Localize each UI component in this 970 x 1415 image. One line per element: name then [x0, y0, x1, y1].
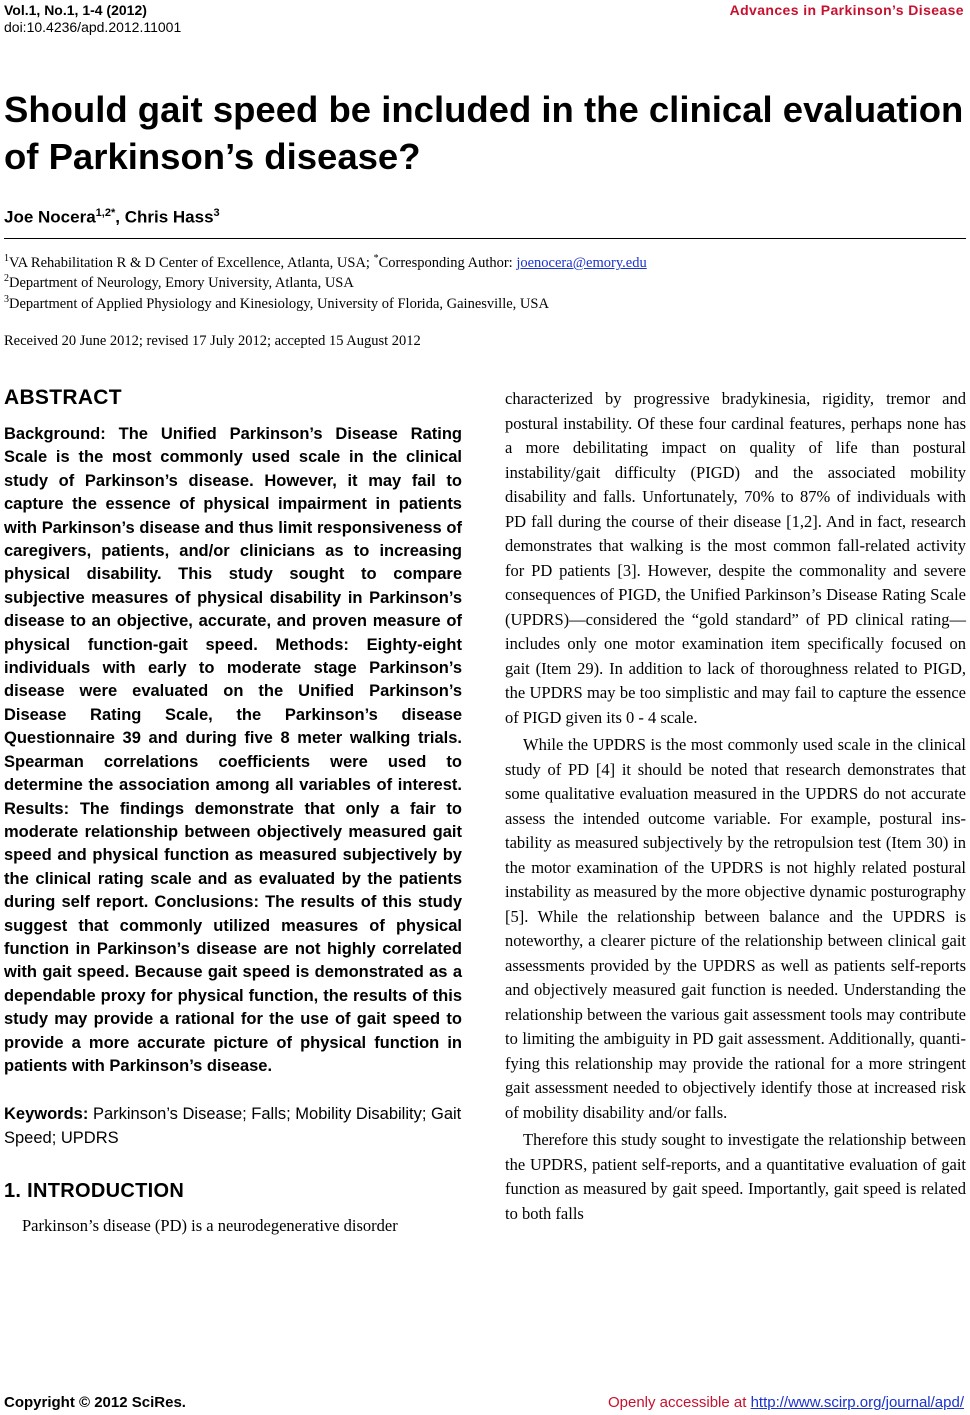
corresponding-mark: *: [373, 253, 379, 264]
author-name: Chris Hass: [124, 207, 214, 227]
abstract-body: Background: The Unified Parkinson’s Disease Rating Scale is the most commonly used scale in the clinical study of Parkinson’s disease. However, it may fail to capture the essence of physical impairment in patients with Parkinson’s disease and thus limit responsiveness of caregivers, patients, and/or clinicians as to increasing physical disability. This study sought to compare subjective measures of physical disability in Parkinson’s disease to an objective, accurate, and proven measure of physical function-gait speed. Methods: Eighty-eight individuals with early to moderate stage Parkinson’s disease were evaluated on the Unified Parkinson’s Disease Rating Scale, the Parkinson’s disease Questionnaire 39 and during five 8 meter walking trials. Spearman correlations coefficients were used to determine the association among all variables of interest. Results: The findings demonstrate that only a fair to moderate relationship between objectively measured gait speed and physical function as measured subjectively by the clinical rating scale and as evaluated by the patients during self report. Conclusions: The results of this study suggest that commonly utilized measures of physical function in Parkinson’s disease are not highly correlated with gait speed. Because gait speed is demonstrated as a dependable proxy for physical function, the results of this study may provide a rational for the use of gait speed to provide a more accurate picture of physical function in patients with Parkinson’s disease.: [4, 425, 462, 1075]
title-divider: [4, 238, 966, 239]
affiliation-mark: 3: [4, 294, 9, 305]
affiliation-2: [4, 270, 354, 292]
journal-name: Advances in Parkinson’s Disease: [729, 2, 964, 18]
affiliation-text: Department of Applied Physiology and Kinesiology, University of Florida, Gainesville, USA: [9, 295, 549, 312]
affiliation-mark: 2: [4, 273, 9, 284]
open-access-notice: [608, 1394, 964, 1411]
keywords: [4, 1103, 462, 1150]
corresponding-email-link[interactable]: joenocera@emory.edu: [516, 254, 647, 271]
corresponding-label: Corresponding Author:: [378, 254, 517, 271]
introduction-heading: 1. INTRODUCTION: [4, 1180, 185, 1203]
affiliation-3: [4, 291, 549, 313]
keywords-text: Parkinson’s Disease; Falls; Mobility Disability; Gait Speed; UPDRS: [4, 1105, 462, 1147]
body-paragraph: While the UPDRS is the most commonly used scale in the clinical study of PD [4] it should be noted that research demonstrates that some qualitative evaluation measured in the UPDRS do not accurate assess the intended outcome variable. For example, postural instability as measured subjectively by the retropulsion test (Item 30) in the motor examination of the UPDRS is not highly related postural instability as measured by the more objective dynamic posturography [5]. While the relationship between balance and the UPDRS is noteworthy, a clearer picture of the relationship between clinical gait assessments provided by the UPDRS as well as patients self-reports and objectively measured gait function is needed. Understanding the relationship between the various gait assessment tools may contribute to limiting the ambiguity in PD gait assessment. Additionally, quantifying this relationship may provide the rational for a more stringent gait assessment needed to objectively identify those at increased risk of mobility disability and/or falls.: [505, 735, 966, 1122]
page-header-left: [4, 2, 181, 36]
affiliation-1: [4, 250, 647, 272]
right-column: [505, 387, 966, 1226]
journal-url-link[interactable]: http://www.scirp.org/journal/apd/: [750, 1394, 964, 1411]
affiliation-mark: 1: [4, 253, 9, 264]
author-list: [4, 207, 220, 228]
received-dates: Received 20 June 2012; revised 17 July 2012; accepted 15 August 2012: [4, 333, 421, 349]
author-affiliation-mark: 1,2*: [95, 207, 116, 219]
author-separator: ,: [115, 207, 125, 227]
author-name: Joe Nocera: [4, 207, 96, 227]
affiliation-text: VA Rehabilitation R & D Center of Excellence, Atlanta, USA;: [9, 254, 374, 271]
body-paragraph: characterized by progressive bradykinesia, rigidity, tremor and postural instability. Of these four cardinal features, perhaps none has a more debilitating impact on quality of life than postural instability/gait difficulty (PIGD) and the associated mobility disability and falls. Unfortunately, 70% to 87% of individuals with PD fall during the course of their disease [1,2]. And in fact, research demonstrates that walking is the most common fall-related activity for PD patients [3]. However, despite the commonality and severe consequences of PIGD, the Unified Parkinson’s Disease Rating Scale (UPDRS)—considered the “gold standard” of PD clinical rating—includes only one motor examination item specifically focused on gait (Item 29). In addition to lack of thoroughness related to PIGD, the UPDRS may be too simplistic and may fail to capture the essence of PIGD given its 0 - 4 scale.: [505, 389, 966, 727]
paper-title: Should gait speed be included in the clinical evaluation of Parkinson’s disease?: [4, 89, 964, 177]
copyright-notice: Copyright © 2012 SciRes.: [4, 1394, 186, 1411]
abstract-heading: ABSTRACT: [4, 386, 122, 409]
affiliation-text: Department of Neurology, Emory University, Atlanta, USA: [9, 274, 354, 291]
keywords-label: Keywords:: [4, 1105, 89, 1124]
left-column: [4, 386, 462, 1238]
body-paragraph: Therefore this study sought to investigate the relationship between the UPDRS, patient self-reports, and a quantitative evaluation of gait function as measured by gait speed. Importantly, gait speed is related to both falls: [505, 1130, 966, 1223]
author-affiliation-mark: 3: [213, 207, 220, 219]
volume-info: Vol.1, No.1, 1-4 (2012): [4, 2, 147, 18]
introduction-paragraph: Parkinson’s disease (PD) is a neurodegenerative disorder: [22, 1216, 398, 1236]
doi: doi:10.4236/apd.2012.11001: [4, 19, 182, 35]
open-access-label: Openly accessible at: [607, 1394, 751, 1411]
